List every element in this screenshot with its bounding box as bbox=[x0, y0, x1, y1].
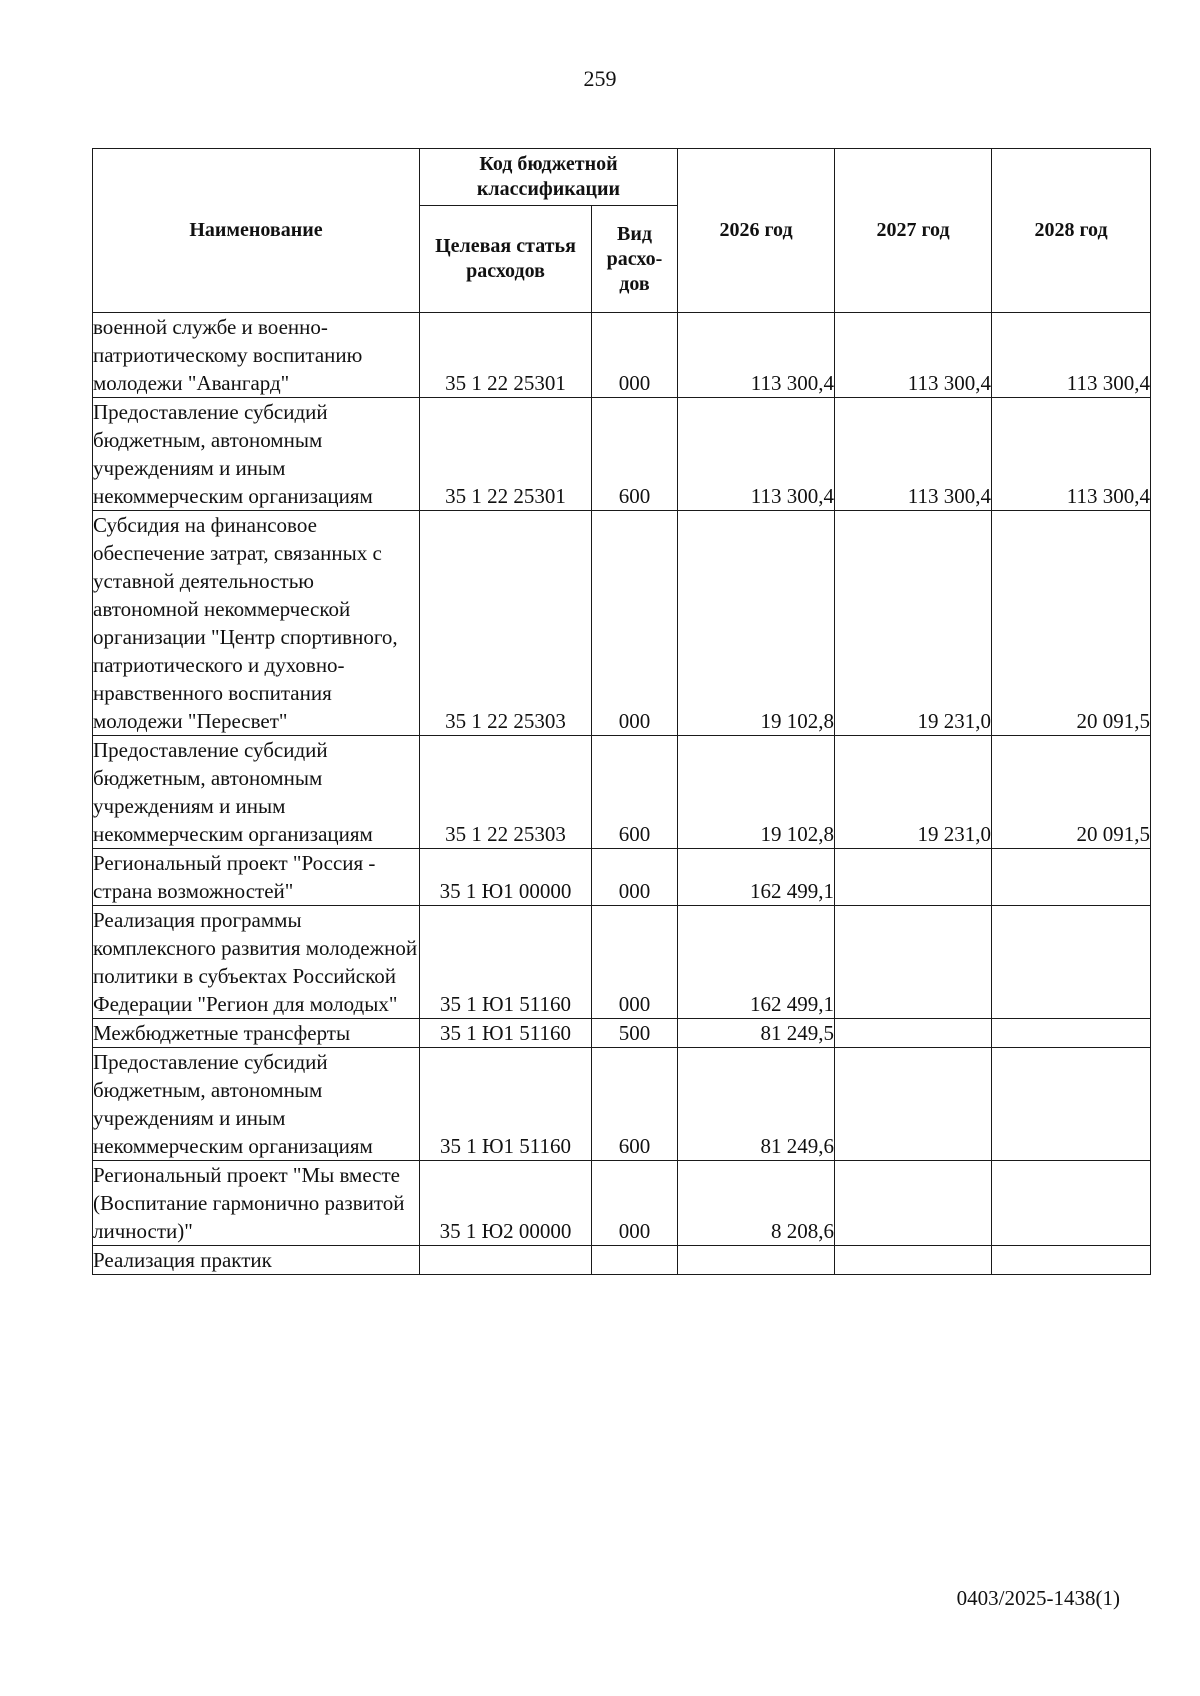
table-row bbox=[93, 1048, 1151, 1161]
header-kbk: Код бюджетной классификации bbox=[420, 149, 678, 206]
row-value-2026 bbox=[678, 1246, 835, 1275]
row-value-2028 bbox=[992, 1019, 1151, 1048]
row-value-2028 bbox=[992, 906, 1151, 1019]
table-row bbox=[93, 1161, 1151, 1246]
table-row bbox=[93, 849, 1151, 906]
row-value-2027 bbox=[835, 1019, 992, 1048]
row-value-2026: 113 300,4 bbox=[678, 313, 835, 398]
row-value-2026: 81 249,6 bbox=[678, 1048, 835, 1161]
header-year-2028: 2028 год bbox=[992, 149, 1151, 313]
row-value-2026: 113 300,4 bbox=[678, 398, 835, 511]
table-row bbox=[93, 736, 1151, 849]
row-value-2026: 8 208,6 bbox=[678, 1161, 835, 1246]
row-value-2027: 19 231,0 bbox=[835, 736, 992, 849]
row-value-2026: 19 102,8 bbox=[678, 736, 835, 849]
row-target-article: 35 1 Ю1 51160 bbox=[420, 906, 592, 1019]
header-expense-type: Вид расхо-дов bbox=[592, 206, 678, 313]
header-name: Наименование bbox=[93, 149, 420, 313]
table-row bbox=[93, 1246, 1151, 1275]
row-value-2027: 113 300,4 bbox=[835, 313, 992, 398]
row-name: Реализация программы комплексного развития молодежной политики в субъектах Российской Федерации "Регион для молодых" bbox=[93, 906, 420, 1019]
row-value-2028: 113 300,4 bbox=[992, 398, 1151, 511]
row-value-2026: 162 499,1 bbox=[678, 906, 835, 1019]
row-target-article bbox=[420, 1246, 592, 1275]
row-value-2028 bbox=[992, 1161, 1151, 1246]
row-expense-type: 000 bbox=[592, 1161, 678, 1246]
row-value-2027 bbox=[835, 1161, 992, 1246]
budget-table bbox=[92, 148, 1151, 1275]
row-expense-type: 500 bbox=[592, 1019, 678, 1048]
row-value-2027 bbox=[835, 906, 992, 1019]
row-value-2028: 20 091,5 bbox=[992, 511, 1151, 736]
row-value-2028 bbox=[992, 849, 1151, 906]
row-name: военной службе и военно-патриотическому воспитанию молодежи "Авангард" bbox=[93, 313, 420, 398]
table-row bbox=[93, 398, 1151, 511]
row-target-article: 35 1 22 25303 bbox=[420, 511, 592, 736]
row-value-2026: 81 249,5 bbox=[678, 1019, 835, 1048]
row-value-2027: 19 231,0 bbox=[835, 511, 992, 736]
row-name: Реализация практик bbox=[93, 1246, 420, 1275]
row-expense-type: 000 bbox=[592, 906, 678, 1019]
row-value-2028 bbox=[992, 1048, 1151, 1161]
row-expense-type: 000 bbox=[592, 849, 678, 906]
row-target-article: 35 1 22 25301 bbox=[420, 313, 592, 398]
page-number: 259 bbox=[583, 66, 617, 91]
header-year-2027: 2027 год bbox=[835, 149, 992, 313]
row-target-article: 35 1 Ю1 51160 bbox=[420, 1048, 592, 1161]
row-name: Предоставление субсидий бюджетным, автономным учреждениям и иным некоммерческим организациям bbox=[93, 1048, 420, 1161]
header-year-2026: 2026 год bbox=[678, 149, 835, 313]
table-row bbox=[93, 511, 1151, 736]
row-name: Региональный проект "Россия - страна возможностей" bbox=[93, 849, 420, 906]
row-expense-type: 000 bbox=[592, 511, 678, 736]
table-row bbox=[93, 906, 1151, 1019]
row-expense-type: 600 bbox=[592, 736, 678, 849]
row-name: Региональный проект "Мы вместе (Воспитание гармонично развитой личности)" bbox=[93, 1161, 420, 1246]
row-value-2027: 113 300,4 bbox=[835, 398, 992, 511]
row-expense-type: 000 bbox=[592, 313, 678, 398]
row-value-2027 bbox=[835, 849, 992, 906]
row-name: Предоставление субсидий бюджетным, автономным учреждениям и иным некоммерческим организациям bbox=[93, 736, 420, 849]
row-expense-type: 600 bbox=[592, 398, 678, 511]
document-number: 0403/2025-1438(1) bbox=[956, 1586, 1120, 1610]
row-value-2027 bbox=[835, 1048, 992, 1161]
row-value-2028: 113 300,4 bbox=[992, 313, 1151, 398]
row-value-2028: 20 091,5 bbox=[992, 736, 1151, 849]
row-name: Межбюджетные трансферты bbox=[93, 1019, 420, 1048]
row-target-article: 35 1 Ю2 00000 bbox=[420, 1161, 592, 1246]
row-target-article: 35 1 22 25301 bbox=[420, 398, 592, 511]
header-target-article: Целевая статья расходов bbox=[420, 206, 592, 313]
table-row bbox=[93, 313, 1151, 398]
table-row bbox=[93, 1019, 1151, 1048]
row-target-article: 35 1 Ю1 51160 bbox=[420, 1019, 592, 1048]
row-value-2026: 19 102,8 bbox=[678, 511, 835, 736]
row-name: Предоставление субсидий бюджетным, автономным учреждениям и иным некоммерческим организациям bbox=[93, 398, 420, 511]
row-value-2026: 162 499,1 bbox=[678, 849, 835, 906]
row-target-article: 35 1 22 25303 bbox=[420, 736, 592, 849]
row-expense-type bbox=[592, 1246, 678, 1275]
row-value-2028 bbox=[992, 1246, 1151, 1275]
row-expense-type: 600 bbox=[592, 1048, 678, 1161]
row-value-2027 bbox=[835, 1246, 992, 1275]
row-name: Субсидия на финансовое обеспечение затрат, связанных с уставной деятельностью автономной некоммерческой организации "Центр спортивного, патриотического и духовно-нравственного воспитания молодежи "Пересвет" bbox=[93, 511, 420, 736]
row-target-article: 35 1 Ю1 00000 bbox=[420, 849, 592, 906]
